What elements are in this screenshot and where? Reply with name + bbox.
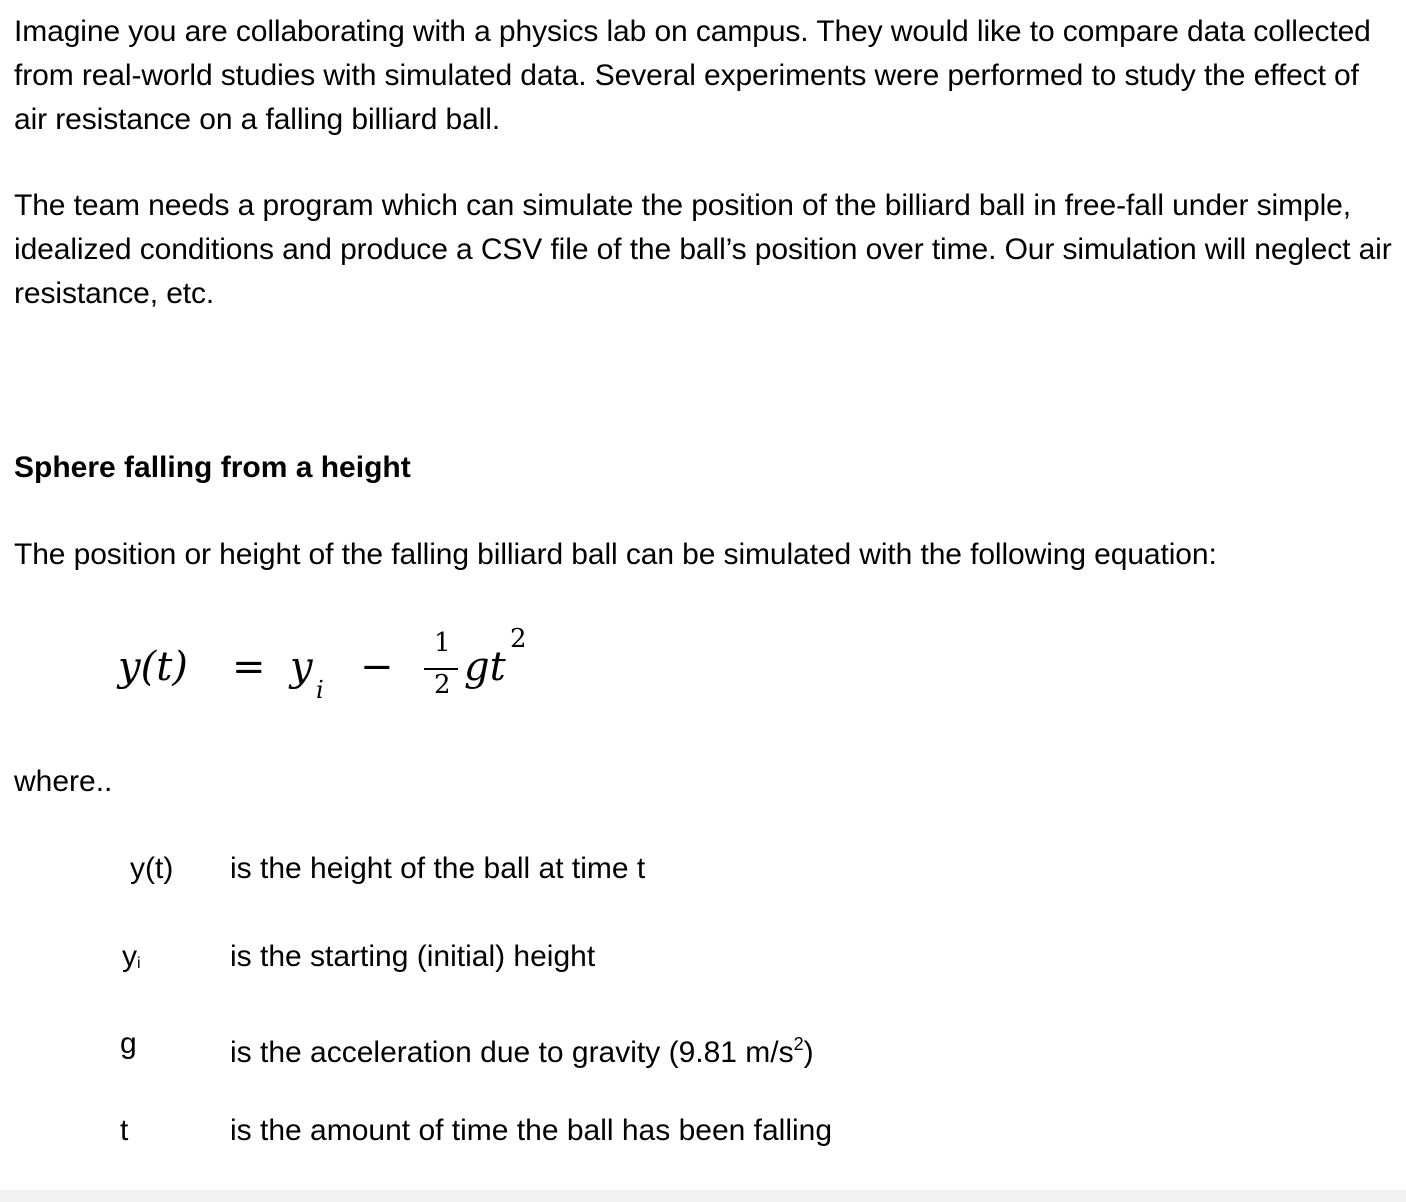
definition-text-end: ) xyxy=(803,1036,814,1069)
equation-fraction-numerator: 1 xyxy=(434,628,451,658)
equation-minus: − xyxy=(360,644,394,690)
definition-symbol: t xyxy=(120,1114,129,1147)
definition-symbol-subscript: i xyxy=(137,955,141,972)
definition-text: is the starting (initial) height xyxy=(230,940,596,973)
definition-row xyxy=(0,1109,1406,1153)
intro-paragraph-2: The team needs a program which can simulate the position of the billiard ball in free-fall under simple, idealized conditions and produce a CSV file of the ball’s position over time. Our simulation will neglect air resistance, etc. xyxy=(14,189,1392,310)
equation-lhs: y(t) xyxy=(118,644,188,690)
definition-text-superscript: 2 xyxy=(793,1034,804,1054)
definition-row xyxy=(0,935,1406,979)
where-label: where.. xyxy=(14,765,113,798)
equation-yi: y xyxy=(290,644,313,690)
definition-text-main: is the acceleration due to gravity (9.81 m/s xyxy=(230,1036,794,1069)
equation-gt: gt xyxy=(464,644,506,690)
definition-row xyxy=(0,847,1406,891)
bottom-edge xyxy=(0,1190,1406,1202)
section-heading: Sphere falling from a height xyxy=(14,451,411,484)
definition-symbol: y(t) xyxy=(130,852,174,885)
definition-symbol-base: y xyxy=(122,940,137,973)
definition-symbol xyxy=(122,935,222,986)
equation xyxy=(118,618,618,718)
definition-text: is the amount of time the ball has been falling xyxy=(230,1114,833,1147)
definition-symbol: g xyxy=(120,1027,137,1060)
definition-text: is the height of the ball at time t xyxy=(230,852,646,885)
definition-text xyxy=(230,1022,1230,1075)
equation-exponent: 2 xyxy=(510,624,527,654)
intro-paragraph-1: Imagine you are collaborating with a physics lab on campus. They would like to compare data collected from real-world studies with simulated data. Several experiments were performed to study the effect of air resistance on a falling billiard ball. xyxy=(14,15,1371,136)
equation-fraction-denominator: 2 xyxy=(434,670,451,700)
definition-row xyxy=(0,1022,1406,1069)
section-intro: The position or height of the falling billiard ball can be simulated with the following equation: xyxy=(14,538,1217,571)
equation-equals: = xyxy=(232,644,266,690)
equation-yi-subscript: i xyxy=(316,676,324,704)
